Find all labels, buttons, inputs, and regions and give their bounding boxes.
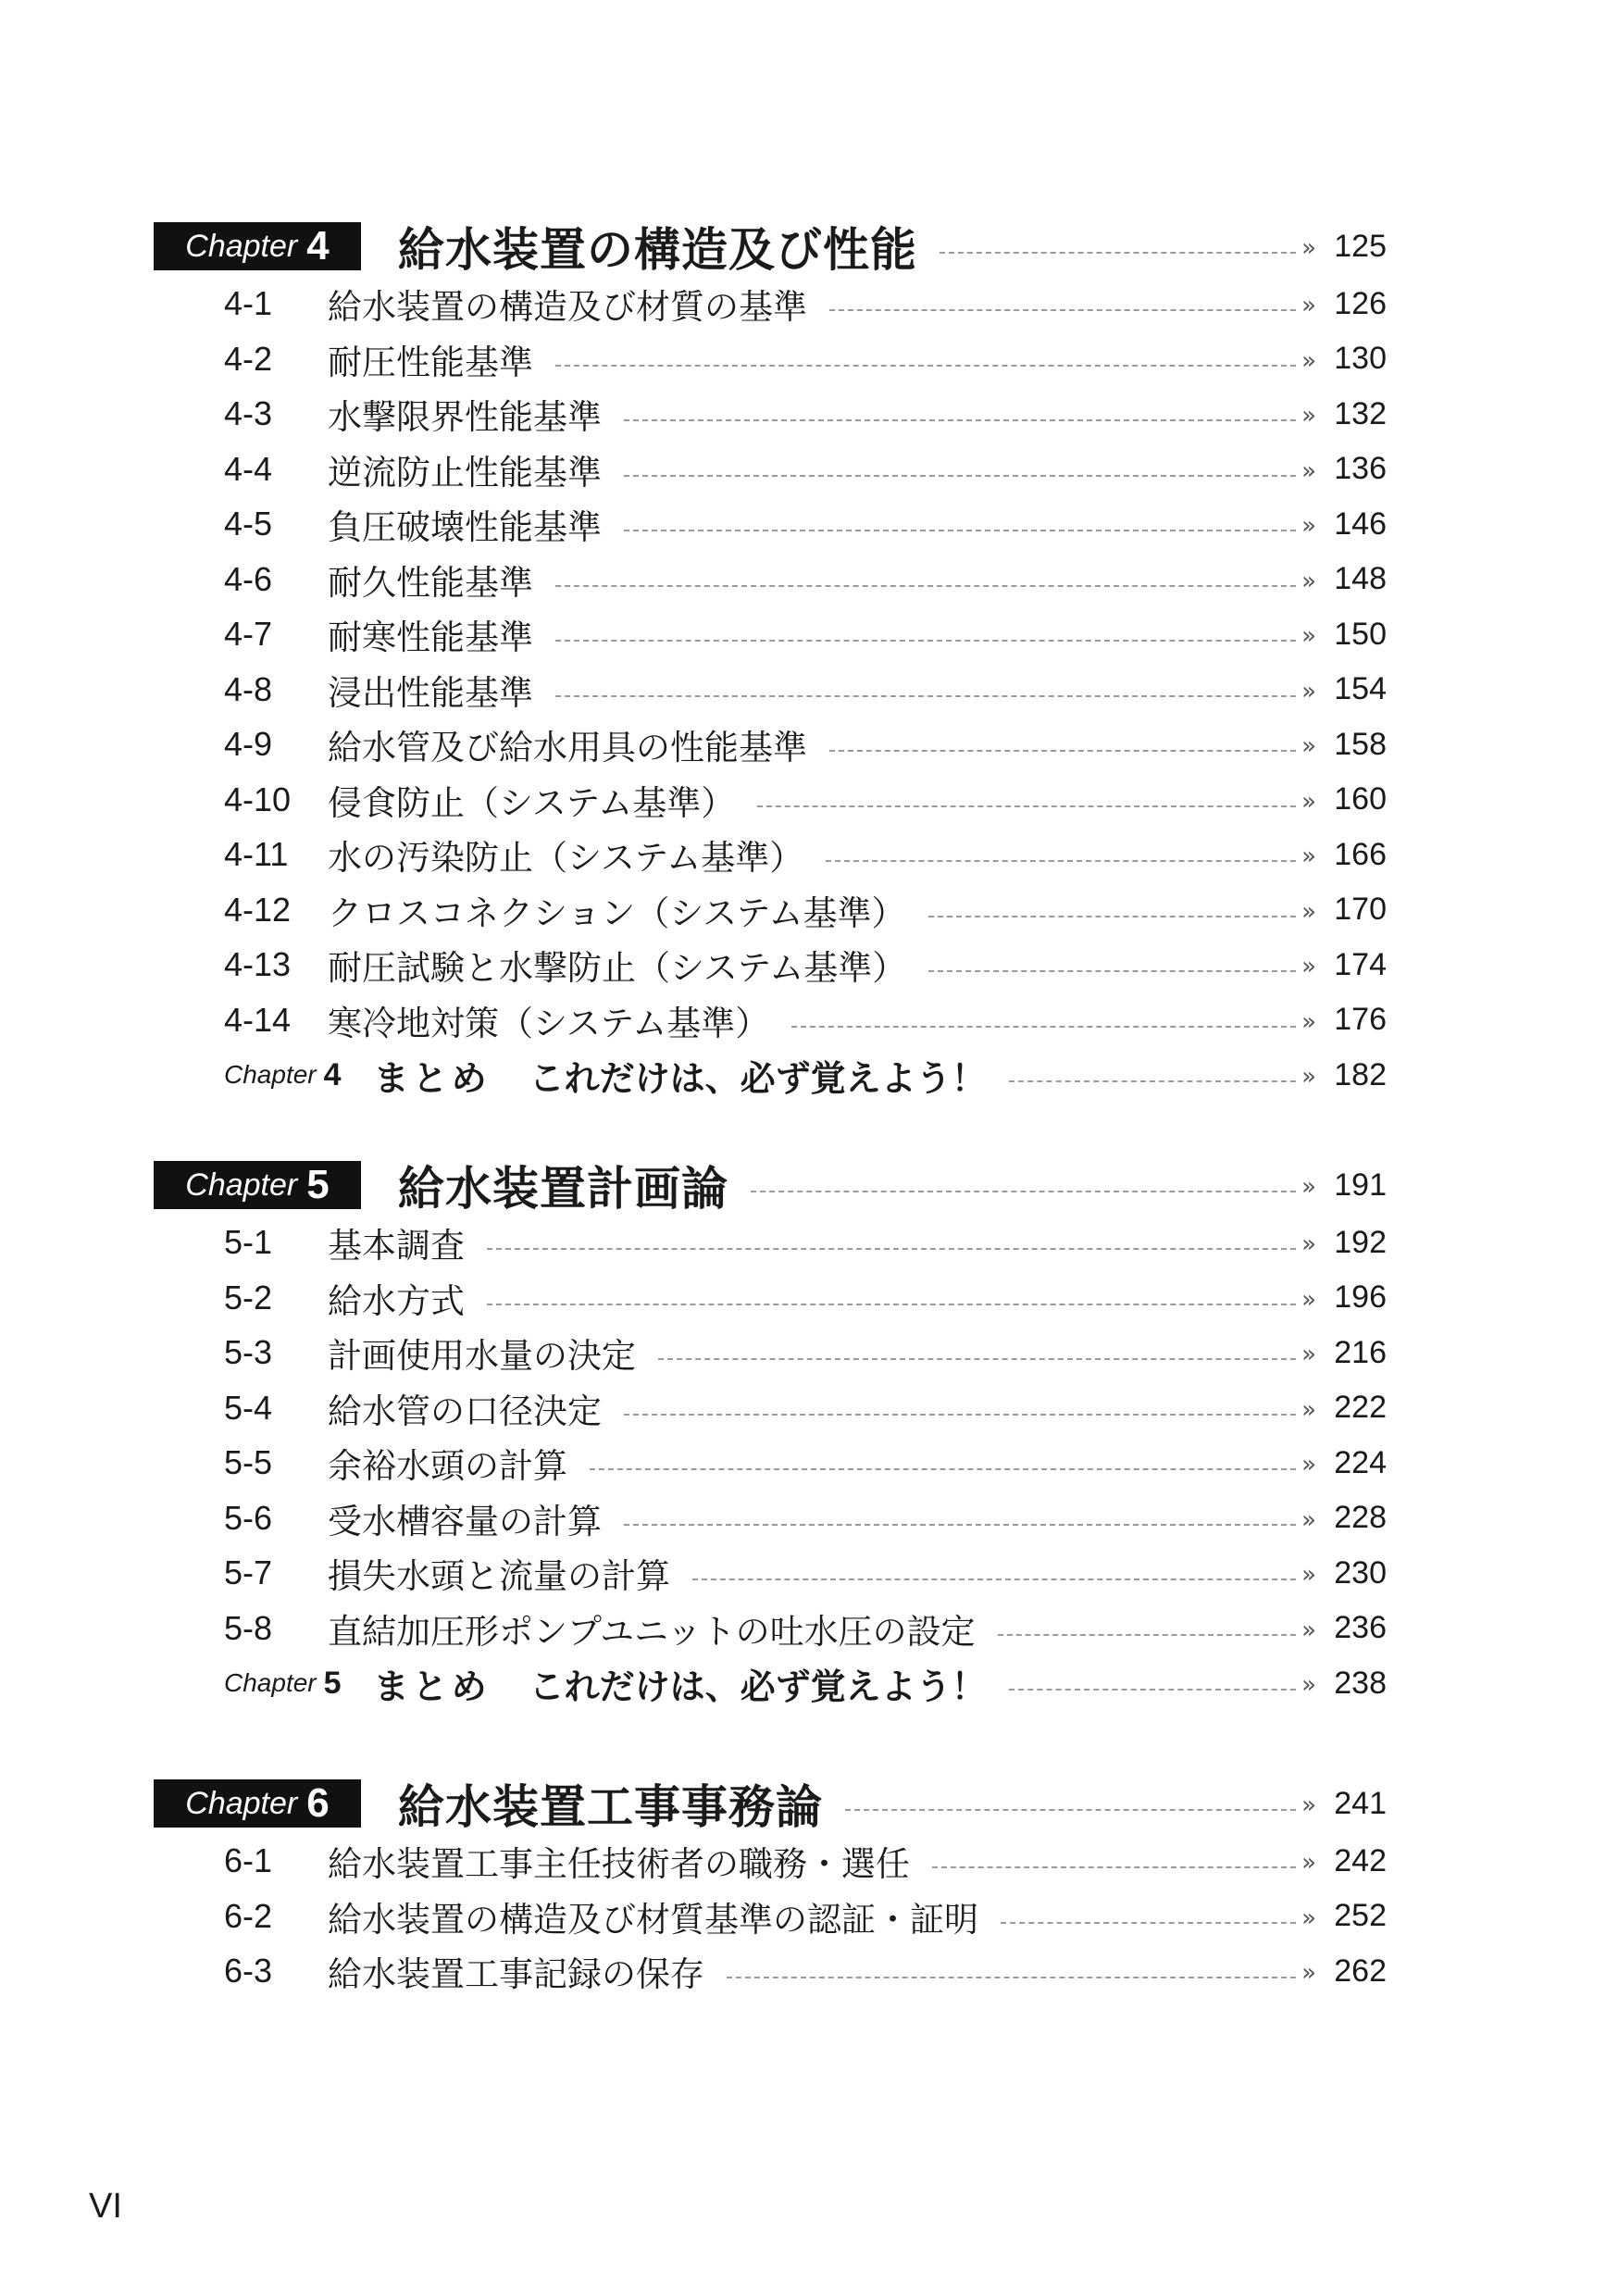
leader-arrow: » <box>1301 622 1316 650</box>
dotted-leader <box>624 530 1296 531</box>
dotted-leader <box>624 475 1296 477</box>
leader-arrow: » <box>1301 1791 1316 1819</box>
dotted-leader <box>1001 1922 1296 1924</box>
section-title: 耐圧性能基準 <box>328 342 533 382</box>
dotted-leader <box>845 1809 1296 1811</box>
toc-entry[interactable] <box>224 722 1387 767</box>
leader-arrow: » <box>1301 1451 1316 1479</box>
section-number: 5-5 <box>224 1443 273 1481</box>
toc-entry[interactable] <box>224 832 1387 877</box>
summary-chapter-word: Chapter <box>224 1668 317 1697</box>
page-number: 126 <box>1334 285 1387 321</box>
page-number: 228 <box>1334 1500 1387 1535</box>
leader-arrow: » <box>1301 787 1316 816</box>
section-title: 基本調査 <box>328 1226 465 1266</box>
section-title: 給水装置工事記録の保存 <box>328 1954 704 1994</box>
dotted-leader <box>692 1578 1296 1580</box>
toc-entry[interactable] <box>224 1949 1387 1993</box>
leader-arrow: » <box>1301 1063 1316 1091</box>
section-title: 耐寒性能基準 <box>328 618 533 657</box>
page-number-label: VI <box>89 2187 122 2226</box>
toc-entry[interactable] <box>224 1386 1387 1430</box>
page-number: 160 <box>1334 781 1387 817</box>
page-number: 166 <box>1334 836 1387 872</box>
chapter-summary-entry[interactable] <box>224 1053 1387 1097</box>
section-title: 浸出性能基準 <box>328 672 533 713</box>
leader-arrow: » <box>1301 1505 1316 1534</box>
leader-arrow: » <box>1301 402 1316 430</box>
toc-entry[interactable] <box>224 502 1387 546</box>
page-number: 170 <box>1334 892 1387 927</box>
section-number: 4-2 <box>224 339 273 378</box>
leader-arrow: » <box>1301 1849 1316 1877</box>
chapter-badge <box>154 1161 361 1209</box>
dotted-leader <box>1009 1080 1296 1082</box>
section-title: 耐久性能基準 <box>328 562 533 603</box>
page-number: 230 <box>1334 1554 1387 1591</box>
toc-entry[interactable] <box>224 337 1387 381</box>
chapter-heading[interactable] <box>154 218 1387 277</box>
section-number: 4-13 <box>224 945 292 983</box>
dotted-leader <box>555 365 1296 367</box>
chapter-badge-word: Chapter <box>185 1785 298 1821</box>
page-number: 182 <box>1334 1056 1387 1092</box>
section-number: 4-6 <box>224 559 273 598</box>
leader-arrow: » <box>1301 732 1316 760</box>
leader-arrow: » <box>1301 456 1316 485</box>
chapter-heading[interactable] <box>154 1157 1387 1216</box>
page-number: 252 <box>1334 1898 1387 1933</box>
leader-arrow: » <box>1301 1616 1316 1644</box>
chapter-title: 給水装置の構造及び性能 <box>398 223 917 277</box>
chapter-badge-number: 6 <box>306 1780 330 1826</box>
leader-arrow: » <box>1301 1959 1316 1987</box>
leader-arrow: » <box>1301 1395 1316 1424</box>
dotted-leader <box>998 1634 1296 1636</box>
toc-entry[interactable] <box>224 1276 1387 1320</box>
toc-entry[interactable] <box>224 557 1387 602</box>
summary-text: これだけは、必ず覚えよう！ <box>529 1666 987 1707</box>
section-number: 4-14 <box>224 1000 292 1039</box>
section-title: 給水方式 <box>328 1280 465 1321</box>
section-title: 給水管及び給水用具の性能基準 <box>328 728 807 767</box>
toc-entry[interactable] <box>224 998 1387 1042</box>
section-number: 4-9 <box>224 725 273 763</box>
section-number: 4-7 <box>224 615 273 653</box>
dotted-leader <box>624 1524 1296 1526</box>
section-number: 4-3 <box>224 394 273 432</box>
page-number: 146 <box>1334 505 1387 542</box>
section-number: 5-1 <box>224 1223 273 1261</box>
leader-arrow: » <box>1301 512 1316 540</box>
section-number: 4-4 <box>224 449 273 488</box>
section-title: 直結加圧形ポンプユニットの吐水圧の設定 <box>328 1611 976 1652</box>
chapter-badge-word: Chapter <box>185 1167 298 1203</box>
toc-entry[interactable] <box>224 1496 1387 1541</box>
toc-entry[interactable] <box>224 1894 1387 1939</box>
toc-entry[interactable] <box>224 447 1387 492</box>
section-number: 6-1 <box>224 1841 273 1879</box>
dotted-leader <box>658 1358 1296 1360</box>
toc-entry[interactable] <box>224 942 1387 987</box>
page-number: 238 <box>1334 1665 1387 1701</box>
leader-arrow: » <box>1301 234 1316 262</box>
section-number: 5-4 <box>224 1388 273 1427</box>
page-number: 222 <box>1334 1390 1387 1425</box>
page-number: 158 <box>1334 726 1387 762</box>
summary-label: まとめ <box>373 1666 491 1707</box>
section-title: 受水槽容量の計算 <box>328 1501 602 1541</box>
dotted-leader <box>624 419 1296 421</box>
section-title: 余裕水頭の計算 <box>328 1446 567 1486</box>
page-number: 196 <box>1334 1279 1387 1315</box>
page-number: 148 <box>1334 561 1387 596</box>
page-number: 241 <box>1334 1785 1387 1821</box>
section-number: 5-7 <box>224 1554 273 1591</box>
leader-arrow: » <box>1301 1903 1316 1932</box>
section-title: 計画使用水量の決定 <box>328 1336 636 1376</box>
summary-text: これだけは、必ず覚えよう！ <box>529 1057 987 1099</box>
section-title: 水の汚染防止（システム基準） <box>328 838 804 878</box>
page-number: 174 <box>1334 946 1387 982</box>
page-number: 136 <box>1334 451 1387 486</box>
dotted-leader <box>487 1304 1296 1305</box>
section-number: 5-3 <box>224 1333 273 1371</box>
page-number: 242 <box>1334 1842 1387 1878</box>
toc-entry[interactable] <box>224 1220 1387 1265</box>
section-number: 4-5 <box>224 505 273 543</box>
dotted-leader <box>751 1191 1296 1192</box>
toc-entry[interactable] <box>224 1441 1387 1485</box>
chapter-badge <box>154 1779 361 1828</box>
section-number: 4-10 <box>224 780 292 818</box>
page-number: 125 <box>1334 228 1387 264</box>
section-title: 耐圧試験と水撃防止（システム基準） <box>328 948 907 988</box>
leader-arrow: » <box>1301 1285 1316 1314</box>
section-title: クロスコネクション（システム基準） <box>328 892 906 933</box>
leader-arrow: » <box>1301 897 1316 926</box>
dotted-leader <box>757 805 1296 807</box>
toc-entry[interactable] <box>224 1330 1387 1375</box>
chapter-badge-word: Chapter <box>185 228 298 264</box>
toc-entry[interactable] <box>224 888 1387 932</box>
dotted-leader <box>555 640 1296 642</box>
page-number: 154 <box>1334 671 1387 706</box>
summary-chapter-word: Chapter <box>224 1060 317 1089</box>
leader-arrow: » <box>1301 1341 1316 1368</box>
section-title: 給水管の口径決定 <box>328 1391 602 1431</box>
dotted-leader <box>590 1468 1296 1470</box>
leader-arrow: » <box>1301 1671 1316 1699</box>
section-number: 5-8 <box>224 1608 273 1647</box>
page-number: 130 <box>1334 341 1387 376</box>
page-number: 236 <box>1334 1610 1387 1645</box>
chapter-badge-number: 5 <box>306 1162 330 1207</box>
dotted-leader <box>829 750 1296 752</box>
leader-arrow: » <box>1301 567 1316 595</box>
toc-entry[interactable] <box>224 1606 1387 1651</box>
chapter-heading[interactable] <box>154 1776 1387 1834</box>
section-title: 負圧破壊性能基準 <box>328 507 602 547</box>
chapter-badge-number: 4 <box>306 223 330 268</box>
dotted-leader <box>829 309 1296 311</box>
dotted-leader <box>791 1026 1296 1028</box>
page-number: 262 <box>1334 1953 1387 1989</box>
page-number: 132 <box>1334 395 1387 431</box>
page-number: 224 <box>1334 1444 1387 1480</box>
dotted-leader <box>555 585 1296 587</box>
leader-arrow: » <box>1301 1230 1316 1258</box>
dotted-leader <box>928 916 1297 917</box>
section-title: 侵食防止（システム基準） <box>328 782 736 823</box>
toc-entry[interactable] <box>224 281 1387 326</box>
section-number: 6-3 <box>224 1952 273 1990</box>
dotted-leader <box>932 1866 1296 1868</box>
page-number: 192 <box>1334 1224 1387 1260</box>
leader-arrow: » <box>1301 953 1316 980</box>
dotted-leader <box>1009 1689 1296 1691</box>
section-number: 5-2 <box>224 1278 273 1316</box>
summary-chapter-number: 5 <box>323 1665 342 1701</box>
dotted-leader <box>727 1977 1296 1978</box>
section-number: 5-6 <box>224 1498 273 1537</box>
chapter-title: 給水装置計画論 <box>398 1162 728 1216</box>
toc-entry[interactable] <box>224 392 1387 436</box>
summary-label: まとめ <box>373 1057 491 1099</box>
dotted-leader <box>487 1248 1296 1250</box>
page-number: 216 <box>1334 1334 1387 1370</box>
chapter-badge <box>154 222 361 270</box>
leader-arrow: » <box>1301 1173 1316 1201</box>
section-title: 逆流防止性能基準 <box>328 452 602 493</box>
toc-entry[interactable] <box>224 1839 1387 1883</box>
section-number: 4-11 <box>224 835 289 873</box>
chapter-summary-entry[interactable] <box>224 1661 1387 1705</box>
dotted-leader <box>555 695 1296 697</box>
toc-entry[interactable] <box>224 1551 1387 1595</box>
toc-entry[interactable] <box>224 668 1387 712</box>
leader-arrow: » <box>1301 346 1316 375</box>
section-title: 給水装置の構造及び材質基準の認証・証明 <box>328 1899 978 1940</box>
toc-entry[interactable] <box>224 778 1387 822</box>
leader-arrow: » <box>1301 292 1316 319</box>
chapter-title: 給水装置工事事務論 <box>398 1780 823 1834</box>
dotted-leader <box>624 1414 1296 1416</box>
toc-entry[interactable] <box>224 612 1387 656</box>
page-number: 176 <box>1334 1002 1387 1037</box>
leader-arrow: » <box>1301 1007 1316 1036</box>
section-title: 損失水頭と流量の計算 <box>328 1556 670 1596</box>
section-title: 給水装置の構造及び材質の基準 <box>328 287 807 327</box>
dotted-leader <box>940 252 1296 254</box>
section-number: 4-1 <box>224 284 273 322</box>
dotted-leader <box>928 970 1296 972</box>
section-number: 4-12 <box>224 890 292 929</box>
page-number: 191 <box>1334 1167 1387 1203</box>
section-number: 6-2 <box>224 1896 273 1935</box>
dotted-leader <box>826 860 1296 862</box>
section-number: 4-8 <box>224 669 273 708</box>
summary-chapter-number: 4 <box>323 1056 342 1092</box>
leader-arrow: » <box>1301 677 1316 705</box>
section-title: 給水装置工事主任技術者の職務・選任 <box>328 1844 910 1884</box>
leader-arrow: » <box>1301 1561 1316 1589</box>
section-title: 水撃限界性能基準 <box>328 397 602 437</box>
page-number: 150 <box>1334 616 1387 652</box>
section-title: 寒冷地対策（システム基準） <box>328 1003 770 1043</box>
leader-arrow: » <box>1301 842 1316 870</box>
